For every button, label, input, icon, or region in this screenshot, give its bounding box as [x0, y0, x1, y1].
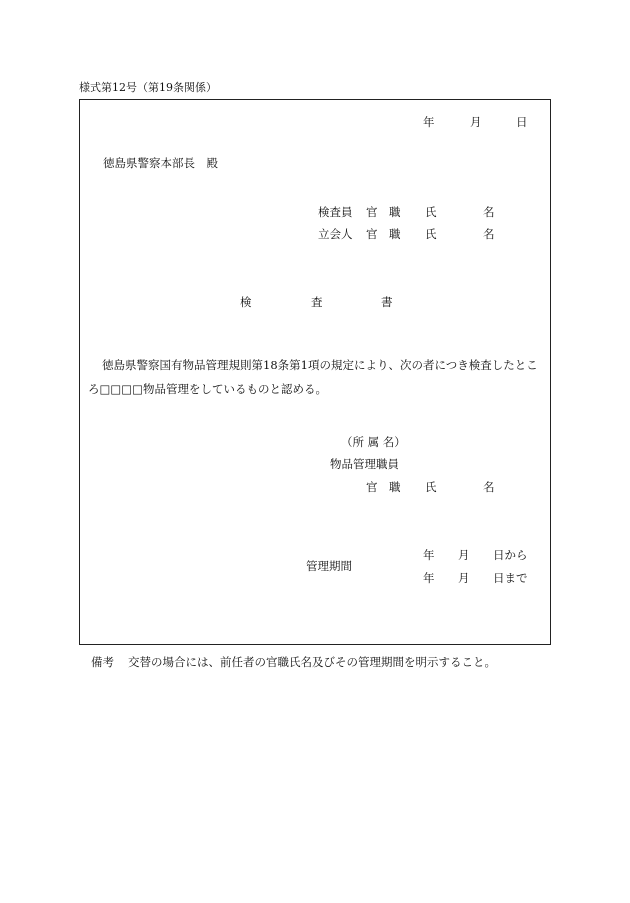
manager-mei: 名 — [483, 480, 495, 494]
date-month: 月 — [470, 115, 482, 129]
period-from-month: 月 — [458, 548, 470, 562]
period-from-day: 日から — [493, 548, 528, 562]
signer-kan: 官 — [366, 227, 378, 241]
signer-shi: 氏 — [425, 205, 437, 219]
note-label: 備考 — [91, 655, 114, 669]
addressee: 徳島県警察本部長 殿 — [103, 156, 218, 170]
title-char-1: 検 — [240, 295, 252, 309]
body-line-1 — [88, 353, 543, 377]
date-day: 日 — [516, 115, 528, 129]
period-label: 管理期間 — [306, 559, 352, 573]
title-char-3: 書 — [381, 295, 393, 309]
title-char-2: 査 — [311, 295, 323, 309]
manager-title: 物品管理職員 — [330, 457, 399, 471]
manager-shoku: 職 — [389, 480, 401, 494]
signer-role: 検査員 — [318, 205, 353, 219]
period-to-year: 年 — [423, 571, 435, 585]
manager-shi: 氏 — [425, 480, 437, 494]
signer-shoku: 職 — [389, 227, 401, 241]
signer-role: 立会人 — [318, 227, 353, 241]
signer-mei: 名 — [483, 227, 495, 241]
period-from-year: 年 — [423, 548, 435, 562]
signer-kan: 官 — [366, 205, 378, 219]
signer-shoku: 職 — [389, 205, 401, 219]
period-to-month: 月 — [458, 571, 470, 585]
manager-kan: 官 — [366, 480, 378, 494]
form-number: 様式第12号（第19条関係） — [79, 81, 217, 94]
body-line-2: ろ□□□□物品管理をしているものと認める。 — [88, 382, 327, 396]
signer-shi: 氏 — [425, 227, 437, 241]
body-paragraph — [88, 353, 543, 401]
date-year: 年 — [423, 115, 435, 129]
affiliation-label: （所 属 名） — [341, 435, 406, 449]
signer-mei: 名 — [483, 205, 495, 219]
note-text: 交替の場合には、前任者の官職氏名及びその管理期間を明示すること。 — [128, 655, 496, 669]
body-line-1-text: 徳島県警察国有物品管理規則第18条第1項の規定により、次の者につき検査したとこ — [102, 358, 538, 372]
period-to-day: 日まで — [493, 571, 528, 585]
